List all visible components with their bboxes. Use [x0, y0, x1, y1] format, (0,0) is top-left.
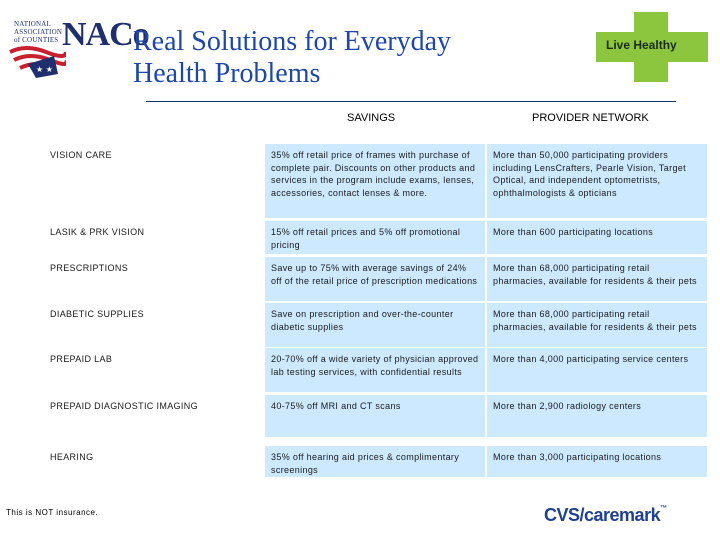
column-header-provider-network: PROVIDER NETWORK	[532, 112, 649, 124]
row-network: More than 68,000 participating retail pharmacies, available for residents & their pets	[487, 257, 707, 301]
row-network: More than 3,000 participating locations	[487, 446, 707, 477]
cvs-caremark-logo	[544, 505, 667, 526]
row-network: More than 68,000 participating retail pharmacies, available for residents & their pets	[487, 303, 707, 347]
row-savings: 15% off retail prices and 5% off promotional pricing	[265, 221, 485, 254]
row-savings: 35% off retail price of frames with purchase of complete pair. Discounts on other products and services in the program include exams, lenses, accessories, contact lenses & more.	[265, 144, 485, 218]
table-row	[0, 221, 720, 254]
table-row	[0, 144, 720, 218]
row-category: PRESCRIPTIONS	[50, 263, 129, 273]
row-category: DIABETIC SUPPLIES	[50, 309, 144, 319]
table-row	[0, 446, 720, 477]
row-category: LASIK & PRK VISION	[50, 227, 145, 237]
svg-text:★ ★: ★ ★	[36, 65, 53, 74]
cvs-caremark-text: CVS/caremark	[544, 505, 661, 525]
live-healthy-text: Live Healthy	[606, 38, 677, 52]
row-category: PREPAID LAB	[50, 354, 113, 364]
table-row	[0, 303, 720, 347]
column-header-savings: SAVINGS	[347, 112, 396, 124]
table-row	[0, 348, 720, 392]
naco-logo-small-text: NATIONAL ASSOCIATION of COUNTIES	[14, 20, 63, 44]
row-network: More than 2,900 radiology centers	[487, 395, 707, 437]
disclaimer-note: This is NOT insurance.	[6, 508, 99, 517]
row-savings: 20-70% off a wide variety of physician approved lab testing services, with confidential results	[265, 348, 485, 392]
title-divider	[146, 101, 676, 102]
row-network: More than 600 participating locations	[487, 221, 707, 254]
table-row	[0, 395, 720, 437]
row-category: HEARING	[50, 452, 94, 462]
naco-flag-icon	[6, 8, 66, 80]
table-row	[0, 257, 720, 301]
row-network: More than 4,000 participating service centers	[487, 348, 707, 392]
page-title-line-1: Real Solutions for Everyday	[133, 26, 452, 57]
page-title	[133, 26, 573, 90]
row-category: VISION CARE	[50, 150, 112, 160]
live-healthy-badge	[596, 12, 708, 82]
page-title-line-2: Health Problems	[133, 58, 321, 89]
trademark-mark: ™	[660, 505, 667, 512]
row-category: PREPAID DIAGNOSTIC IMAGING	[50, 401, 198, 411]
row-savings: 35% off hearing aid prices & complimentary screenings	[265, 446, 485, 477]
naco-logo-text: NACo	[62, 16, 149, 53]
row-network: More than 50,000 participating providers including LensCrafters, Pearle Vision, Target Optical, and independent optometrists, ophthalmologists & opticians	[487, 144, 707, 218]
naco-logo	[6, 8, 149, 80]
row-savings: 40-75% off MRI and CT scans	[265, 395, 485, 437]
row-savings: Save on prescription and over-the-counter diabetic supplies	[265, 303, 485, 347]
row-savings: Save up to 75% with average savings of 24% off of the retail price of prescription medications	[265, 257, 485, 301]
